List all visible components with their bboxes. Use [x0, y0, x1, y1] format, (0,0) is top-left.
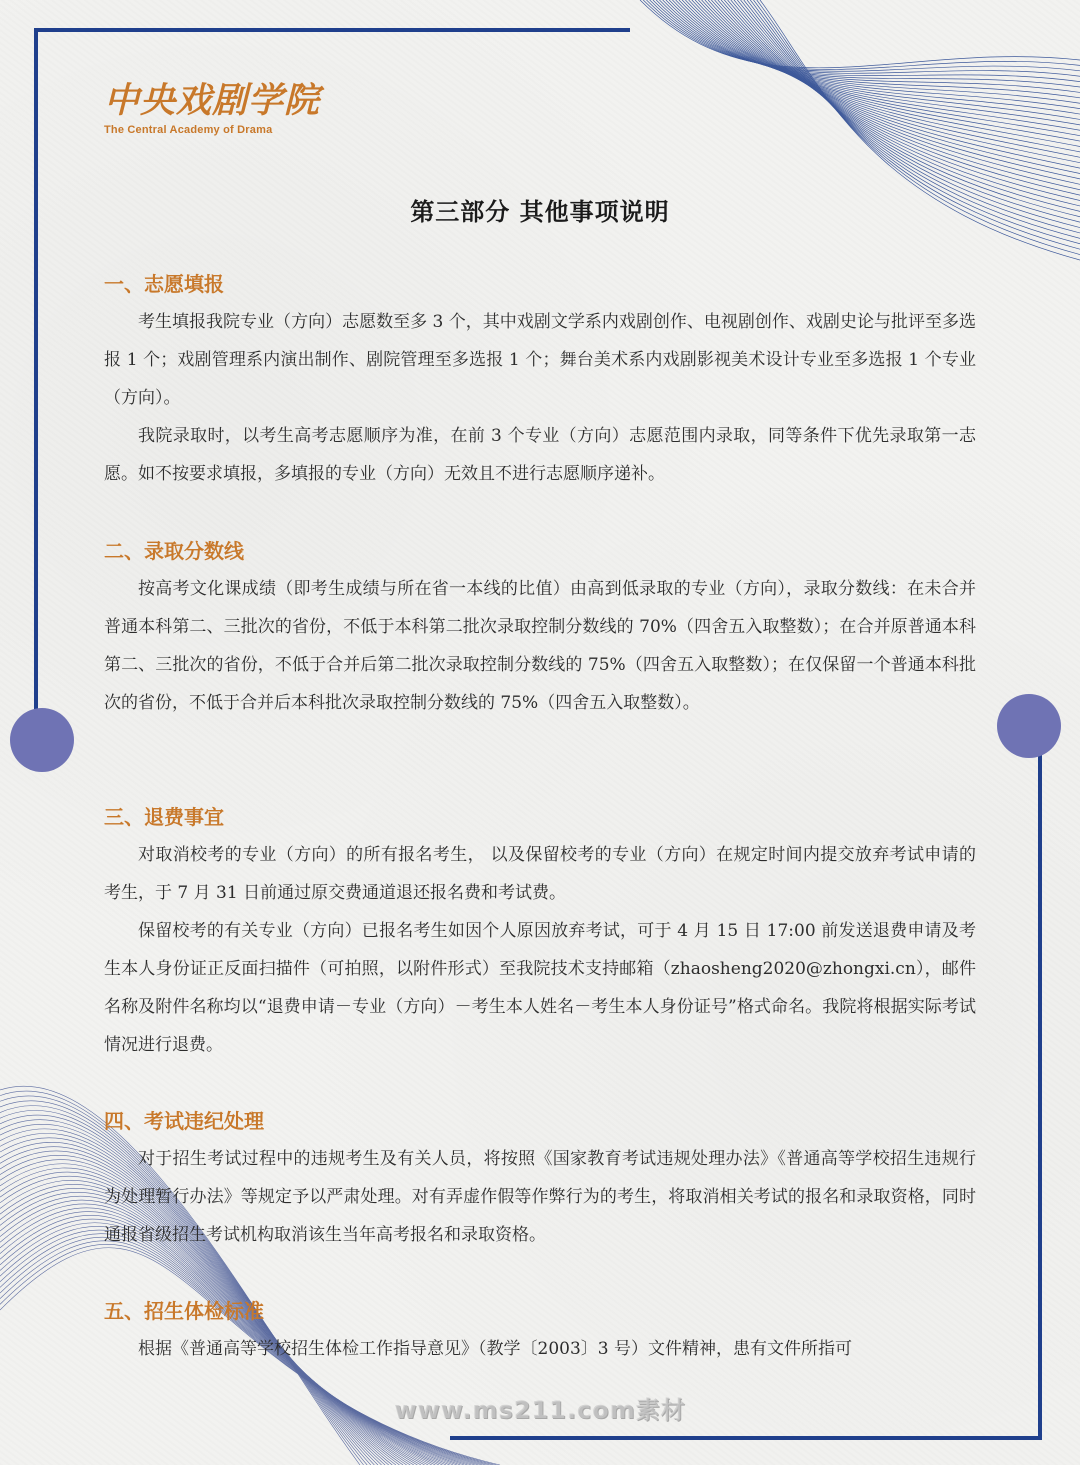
section-3 — [104, 803, 976, 1064]
section-title: 一、志愿填报 — [104, 272, 224, 296]
wave-line — [711, 0, 1080, 179]
watermark: www.ms211.com素材 — [394, 1396, 686, 1424]
section-1 — [104, 270, 976, 493]
wave-line — [640, 0, 1080, 68]
paragraph: 按高考文化课成绩（即考生成绩与所在省一本线的比值）由高到低录取的专业（方向），录取分数线：在未合并普通本科第二、三批次的省份，不低于本科第二批次录取控制分数线的 70%（四舍五入取整数）；在合并原普通本科第二、三批次的省份，不低于合并后第二批次录取控制分数线的 75%（四舍五入取整数）；在仅保留一个普通本科批次的省份，不低于合并后本科批次录取控制分数线的 75%（四舍五入取整数）。 — [104, 579, 976, 713]
paragraph: 对于招生考试过程中的违规考生及有关人员，将按照《国家教育考试违规处理办法》《普通高等学校招生违规行为处理暂行办法》等规定予以严肃处理。对有弄虚作假等作弊行为的考生，将取消相关考试的报名和录取资格，同时通报省级招生考试机构取消该生当年高考报名和录取资格。 — [104, 1149, 976, 1245]
frame-bottom-line — [450, 1436, 1042, 1440]
logo-english: The Central Academy of Drama — [104, 124, 273, 136]
frame-top-line — [34, 28, 630, 32]
section-2 — [104, 537, 976, 722]
section-title: 三、退费事宜 — [104, 805, 224, 829]
paragraph: 考生填报我院专业（方向）志愿数至多 3 个，其中戏剧文学系内戏剧创作、电视剧创作、戏剧史论与批评至多选报 1 个；戏剧管理系内演出制作、剧院管理至多选报 1 个；舞台美术系内戏剧影视美术设计专业至多选报 1 个专业（方向）。 — [104, 312, 976, 408]
paragraph: 对取消校考的专业（方向）的所有报名考生， 以及保留校考的专业（方向）在规定时间内提交放弃考试申请的考生，于 7 月 31 日前通过原交费通道退还报名费和考试费。 — [104, 845, 976, 903]
wave-line — [728, 0, 1080, 206]
frame-right-line — [1038, 725, 1042, 1440]
paragraph: 根据《普通高等学校招生体检工作指导意见》（教学〔2003〕3 号）文件精神，患有文件所指可 — [138, 1339, 852, 1359]
wave-line — [731, 0, 1080, 211]
section-5 — [104, 1297, 976, 1368]
section-title: 五、招生体检标准 — [104, 1299, 264, 1323]
decor-circle-left — [10, 708, 74, 772]
school-logo — [104, 80, 320, 136]
paragraph: 保留校考的有关专业（方向）已报名考生如因个人原因放弃考试，可于 4 月 15 日 17:00 前发送退费申请及考生本人身份证正反面扫描件（可拍照，以附件形式）至我院技术支持邮箱（zhaosheng2020@zhongxi.cn），邮件名称及附件名称均以“退费申请－专业（方向）－考生本人姓名－考生本人身份证号”格式命名。我院将根据实际考试情况进行退费。 — [104, 921, 976, 1055]
wave-line — [737, 0, 1080, 222]
section-4 — [104, 1107, 976, 1254]
wave-line — [650, 0, 1080, 76]
section-title: 二、录取分数线 — [104, 539, 244, 563]
page-title: 第三部分 其他事项说明 — [410, 197, 670, 226]
section-title: 四、考试违纪处理 — [104, 1109, 264, 1133]
frame-left-line — [34, 28, 38, 743]
wave-line — [689, 0, 1080, 141]
logo-chinese: 中央戏剧学院 — [104, 80, 321, 121]
wave-line — [659, 0, 1080, 92]
decor-circle-right — [997, 694, 1061, 758]
paragraph: 我院录取时，以考生高考志愿顺序为准，在前 3 个专业（方向）志愿范围内录取，同等条件下优先录取第一志愿。如不按要求填报，多填报的专业（方向）无效且不进行志愿顺序递补。 — [104, 426, 976, 484]
wave-line — [734, 0, 1080, 217]
wave-line — [663, 0, 1080, 98]
